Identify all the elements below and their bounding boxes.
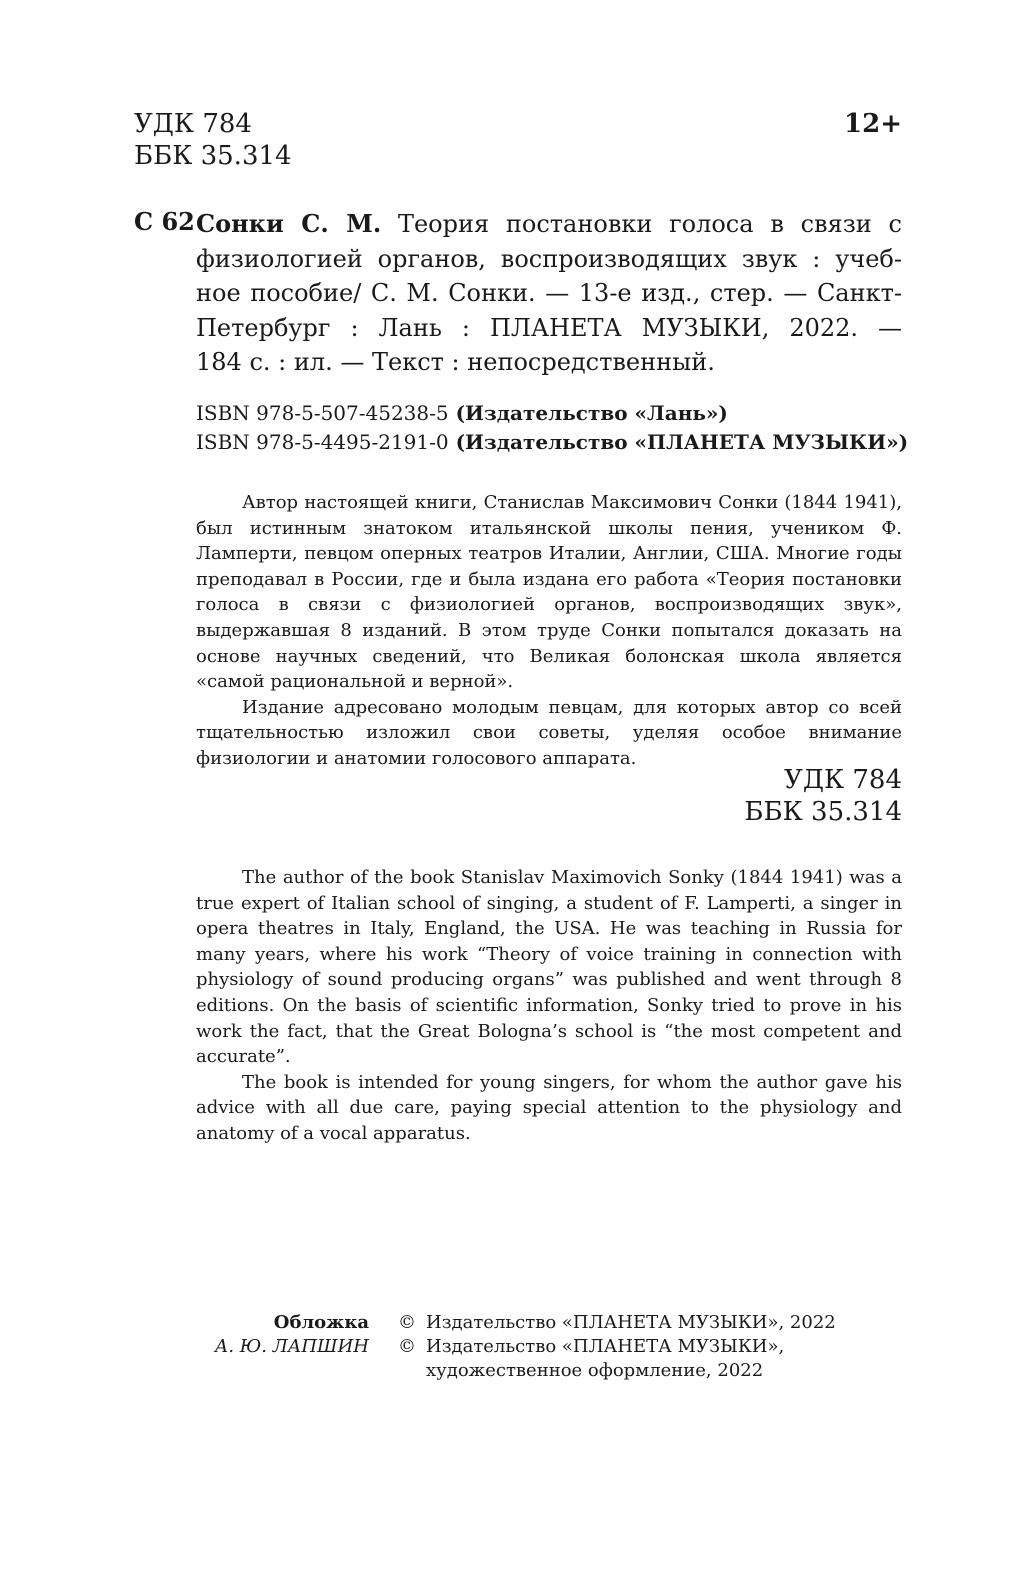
annotation-paragraph: The author of the book Stanislav Maximovich Sonky (1844 1941) was a true expert of Italian school of singing, a student of F. Lamperti, a singer in opera theatres in Italy, England, the USA. He was teaching in Russia for many years, where his work “Theory of voice training in connection with physiology of sound producing organs” was published and went through 8 editions. On the basis of scientific information, Sonky tried to prove in his work the fact, that the Great Bologna’s school is “the most competent and accurate”. (196, 867, 902, 1068)
copyright-block (398, 1311, 836, 1383)
bib-line-5: 184 с. : ил. — Текст : непосредственный. (196, 348, 715, 376)
annotation-paragraph: Автор настоящей книги, Станислав Максимович Сонки (1844 1941), был истинным знатоком итальянской школы пения, учеником Ф. Ламперти, певцом оперных театров Италии, Англии, США. Многие годы преподавал в России, где и была издана его работа «Теория постановки голоса в связи с физиологией органов, воспроизводящих звук», выдержавшая 8 изданий. В этом труде Сонки попытался доказать на основе научных сведений, что Великая болонская школа является «самой рациональной и верной». (196, 492, 902, 693)
classification-block (134, 108, 292, 172)
annotation-english (196, 865, 902, 1147)
bibliographic-record (196, 207, 902, 380)
isbn-publisher: (Издательство «ПЛАНЕТА МУЗЫКИ») (455, 430, 909, 454)
bib-line-2: физиологией органов, воспроизводящих звук : учеб- (196, 244, 902, 273)
isbn-number: ISBN 978-5-4495-2191-0 (196, 430, 449, 454)
bib-line-1: Сонки С. М. Теория постановки голоса в связи с (196, 209, 902, 238)
annotation-paragraph: Издание адресовано молодым певцам, для которых автор со всей тщательностью изложил свои советы, уделяя особое внимание физиологии и анатомии голосового аппарата. (196, 696, 902, 769)
copyright-line: © Издательство «ПЛАНЕТА МУЗЫКИ», 2022 (398, 1312, 836, 1333)
credit-role: Обложка (273, 1312, 369, 1333)
author-name: Сонки С. М. (196, 209, 382, 238)
copyright-icon: © (398, 1336, 416, 1357)
udk-code: УДК 784 (134, 109, 252, 139)
isbn-block (196, 399, 908, 457)
annotation-russian (196, 490, 902, 772)
bib-line-4: Петербург : Лань : ПЛАНЕТА МУЗЫКИ, 2022. — (196, 313, 902, 342)
isbn-line (196, 428, 908, 457)
bbk-code: ББК 35.314 (134, 141, 292, 171)
bbk-code: ББК 35.314 (744, 797, 902, 827)
copyright-icon: © (398, 1312, 416, 1333)
annotation-paragraph: The book is intended for young singers, for whom the author gave his advice with all due care, paying special attention to the physiology and anatomy of a vocal apparatus. (196, 1071, 902, 1144)
udk-code: УДК 784 (784, 765, 902, 795)
copyright-line: художественное оформление, 2022 (426, 1360, 764, 1381)
copyright-line: © Издательство «ПЛАНЕТА МУЗЫКИ», (398, 1336, 785, 1357)
cover-credit (215, 1311, 369, 1359)
bib-line-3: ное пособие/ С. М. Сонки. — 13-е изд., стер. — Санкт- (196, 279, 902, 307)
isbn-publisher: (Издательство «Лань») (455, 401, 728, 425)
credit-name: А. Ю. ЛАПШИН (214, 1336, 369, 1357)
catalog-code: С 62 (134, 207, 195, 236)
isbn-line (196, 399, 908, 428)
age-rating: 12+ (844, 109, 902, 139)
classification-repeat (744, 764, 902, 828)
isbn-number: ISBN 978-5-507-45238-5 (196, 401, 449, 425)
